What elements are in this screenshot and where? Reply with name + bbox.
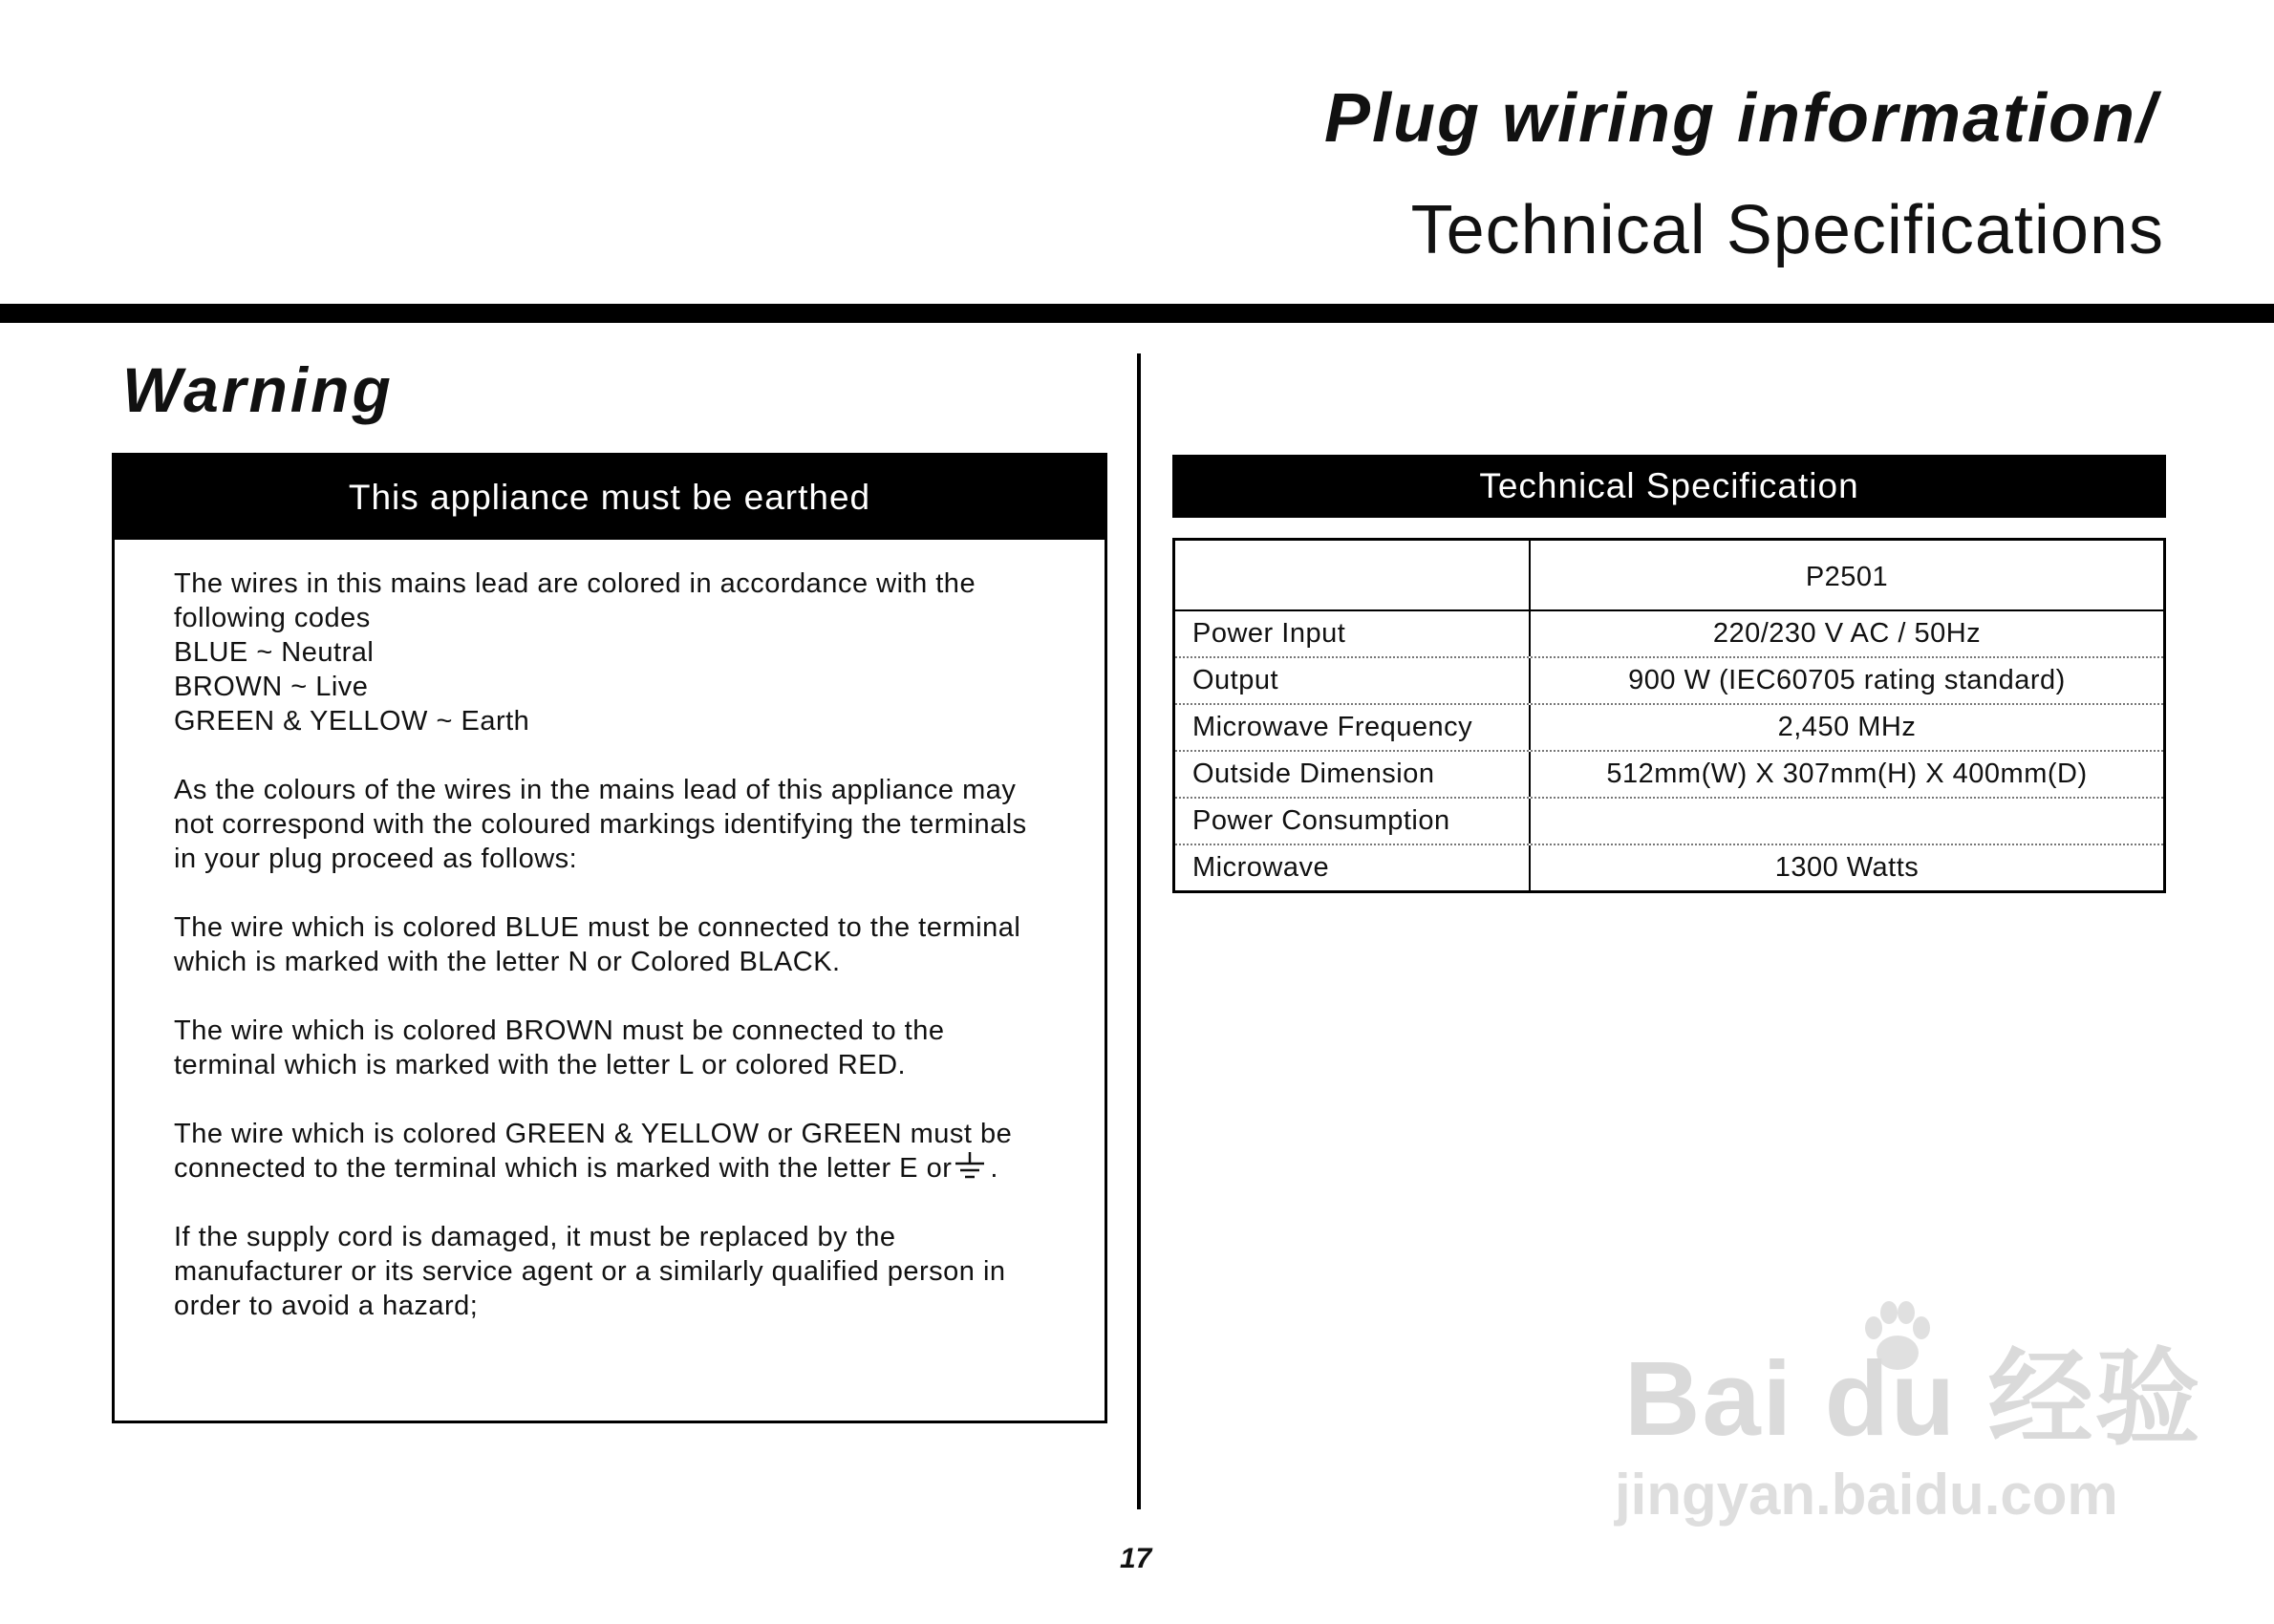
warning-body bbox=[174, 566, 1091, 1357]
watermark-brand: Bai du 经验 bbox=[1624, 1340, 2202, 1458]
earth-wire-text: The wire which is colored GREEN & YELLOW or GREEN must be connected to the terminal which is marked with the letter E or bbox=[174, 1119, 1013, 1184]
warning-paragraph-color-codes: The wires in this mains lead are colored in accordance with the following codes BLUE ~ Neutral BROWN ~ Live GREEN & YELLOW ~ Earth bbox=[174, 568, 976, 737]
spec-table-header bbox=[1175, 541, 2163, 611]
warning-paragraph-brown-wire: The wire which is colored BROWN must be connected to the terminal which is marked with the letter L or colored RED. bbox=[174, 1015, 945, 1080]
warning-paragraph-colours-mismatch: As the colours of the wires in the mains lead of this appliance may not correspond with the coloured markings identifying the terminals in your plug proceed as follows: bbox=[174, 775, 1027, 874]
table-row bbox=[1175, 799, 2163, 845]
table-row bbox=[1175, 611, 2163, 658]
spec-header-blank bbox=[1175, 541, 1531, 609]
watermark-url: jingyan.baidu.com bbox=[1615, 1463, 2118, 1527]
page-title-line-1: Plug wiring information/ bbox=[1324, 80, 2157, 157]
warning-banner: This appliance must be earthed bbox=[115, 456, 1105, 540]
spec-value: 900 W (IEC60705 rating standard) bbox=[1628, 665, 2066, 695]
warning-heading: Warning bbox=[122, 354, 394, 425]
spec-label: Microwave Frequency bbox=[1175, 705, 1531, 750]
table-row bbox=[1175, 658, 2163, 705]
column-divider bbox=[1137, 353, 1141, 1509]
warning-box bbox=[112, 453, 1107, 1423]
spec-label: Power Consumption bbox=[1175, 799, 1531, 844]
spec-value: 512mm(W) X 307mm(H) X 400mm(D) bbox=[1606, 759, 2088, 789]
warning-paragraph-earth-wire bbox=[174, 1117, 1091, 1186]
table-row bbox=[1175, 752, 2163, 799]
earth-ground-icon bbox=[954, 1152, 986, 1181]
page-number: 17 bbox=[1120, 1543, 1152, 1574]
spec-label: Outside Dimension bbox=[1175, 752, 1531, 797]
spec-table bbox=[1172, 538, 2166, 893]
warning-paragraph-supply-cord: If the supply cord is damaged, it must be replaced by the manufacturer or its service agent or a similarly qualified person in order to avoid a hazard; bbox=[174, 1222, 1006, 1321]
spec-value: 2,450 MHz bbox=[1777, 712, 1917, 742]
table-row bbox=[1175, 845, 2163, 890]
spec-value: 220/230 V AC / 50Hz bbox=[1712, 618, 1982, 649]
table-row bbox=[1175, 705, 2163, 752]
page-title-line-2: Technical Specifications bbox=[1410, 192, 2164, 268]
spec-header-model: P2501 bbox=[1805, 562, 1889, 592]
earth-wire-end: . bbox=[990, 1153, 998, 1184]
spec-label: Output bbox=[1175, 658, 1531, 703]
header-rule bbox=[0, 304, 2274, 323]
spec-value bbox=[1531, 799, 2163, 844]
spec-label: Microwave bbox=[1175, 845, 1531, 890]
spec-value: 1300 Watts bbox=[1774, 852, 1920, 883]
watermark bbox=[1615, 1299, 2202, 1538]
spec-label: Power Input bbox=[1175, 611, 1531, 656]
spec-banner: Technical Specification bbox=[1172, 455, 2166, 518]
warning-paragraph-blue-wire: The wire which is colored BLUE must be connected to the terminal which is marked with the letter N or Colored BLACK. bbox=[174, 912, 1021, 977]
